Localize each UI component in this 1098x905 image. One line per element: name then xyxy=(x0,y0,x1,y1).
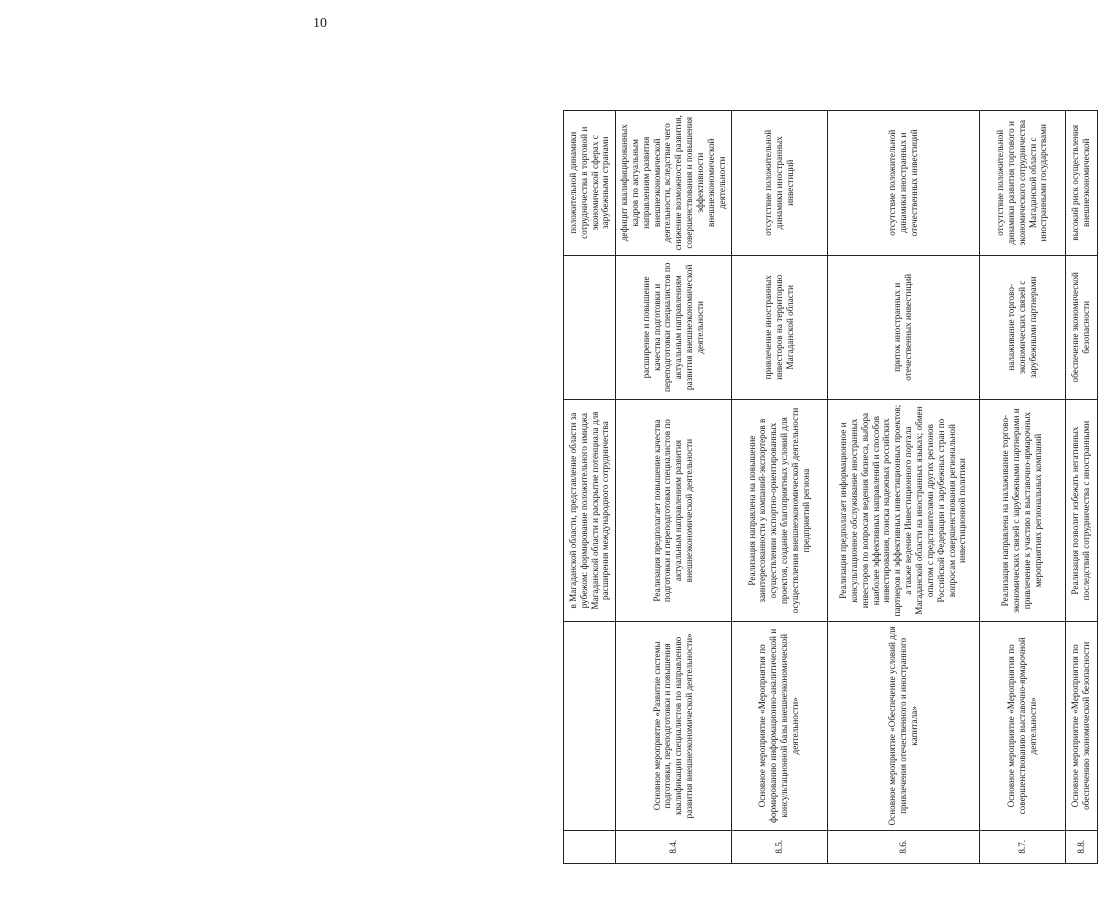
risk-consequence: отсутствие положительной динамики развития торгового и экономического сотрудничества Магаданской области с иностранными государствами xyxy=(979,111,1065,256)
risk-consequence: отсутствие положительной динамики иностранных и отечественных инвестиций xyxy=(827,111,979,256)
row-number: 8.7. xyxy=(979,830,1065,863)
measure-description: в Магаданской области, представление области за рубежом: формирование положительного имиджа Магаданской области и раскрытие потенциала для расширения международного сотрудничества xyxy=(564,400,616,622)
expected-result: расширение и повышение качества подготовки и переподготовки специалистов по актуальным направлениям развития внешнеэкономической деятельности xyxy=(616,255,732,400)
risk-consequence: дефицит квалифицированных кадров по актуальным направлениям развития внешнеэкономической деятельности, вследствие чего снижение возможностей развития, совершенствования и повышения эффективности внешнеэкономической деятельности xyxy=(616,111,732,256)
row-number: 8.6. xyxy=(827,830,979,863)
row-number: 8.4. xyxy=(616,830,732,863)
measure-description: Реализация направлена на повышение заинтересованности у компаний-экспортеров в осуществлении экспортно-ориентированных проектов, создание благоприятных условий для осуществления внешнеэкономической деятельности предприятий региона xyxy=(731,400,827,622)
expected-result: привлечение иностранных инвесторов на территорию Магаданской области xyxy=(731,255,827,400)
row-number: 8.5. xyxy=(731,830,827,863)
measure-name: Основное мероприятие «Мероприятия по формированию информационно-аналитической и консультационной базы внешнеэкономической деятельности» xyxy=(731,622,827,830)
expected-result: приток иностранных и отечественных инвестиций xyxy=(827,255,979,400)
measure-name: Основное мероприятие «Обеспечение условий для привлечения отечественного и иностранного капитала» xyxy=(827,622,979,830)
table-row xyxy=(979,111,1065,864)
expected-result: обеспечение экономической безопасности xyxy=(1065,255,1097,400)
rotated-table-sheet xyxy=(563,110,1092,864)
measure-name: Основное мероприятие «Мероприятия по обеспечению экономической безопасности xyxy=(1065,622,1097,830)
table-row xyxy=(1065,111,1097,864)
row-number: 8.8. xyxy=(1065,830,1097,863)
risk-consequence: положительной динамики сотрудничества в торговой и экономической сферах с зарубежными странами xyxy=(564,111,616,256)
table-row xyxy=(564,111,616,864)
measure-name: Основное мероприятие «Мероприятия по совершенствованию выставочно-ярмарочной деятельности» xyxy=(979,622,1065,830)
table-row xyxy=(827,111,979,864)
measure-name: Основное мероприятие «Развитие системы подготовки, переподготовки и повышения квалификации специалистов по направлению развития внешнеэкономической деятельности» xyxy=(616,622,732,830)
table-row xyxy=(616,111,732,864)
page-number: 10 xyxy=(313,16,327,31)
risk-consequence: отсутствие положительной динамики иностранных инвестиций xyxy=(731,111,827,256)
expected-result xyxy=(564,255,616,400)
expected-result: налаживание торгово-экономических связей с зарубежными партнерами xyxy=(979,255,1065,400)
measure-description: Реализация предполагает повышение качества подготовки и переподготовки специалистов по актуальным направлениям развития внешнеэкономической деятельности xyxy=(616,400,732,622)
measure-description: Реализация направлена на налаживание торгово-экономических связей с зарубежными партнерами и привлечение к участию в выставочно-ярмарочных мероприятиях региональных компаний xyxy=(979,400,1065,622)
measures-table xyxy=(563,110,1098,864)
risk-consequence: высокий риск осуществления внешнеэкономической xyxy=(1065,111,1097,256)
row-number xyxy=(564,830,616,863)
measure-name xyxy=(564,622,616,830)
table-row xyxy=(731,111,827,864)
measure-description: Реализация позволит избежать негативных последствий сотрудничества с иностранными xyxy=(1065,400,1097,622)
measure-description: Реализация предполагает информационное и консультационное обслуживание иностранных инвесторов по вопросам ведения бизнеса, выбора наиболее эффективных направлений и способов инвестирования, поиска надежных российских партнеров и эффективных инвестиционных проектов; а также ведение Инвестиционного портала Магаданской области на иностранных языках; обмен опытом с представителями других регионов Российской Федерации и зарубежных стран по вопросам совершенствования региональной инвестиционной политики xyxy=(827,400,979,622)
